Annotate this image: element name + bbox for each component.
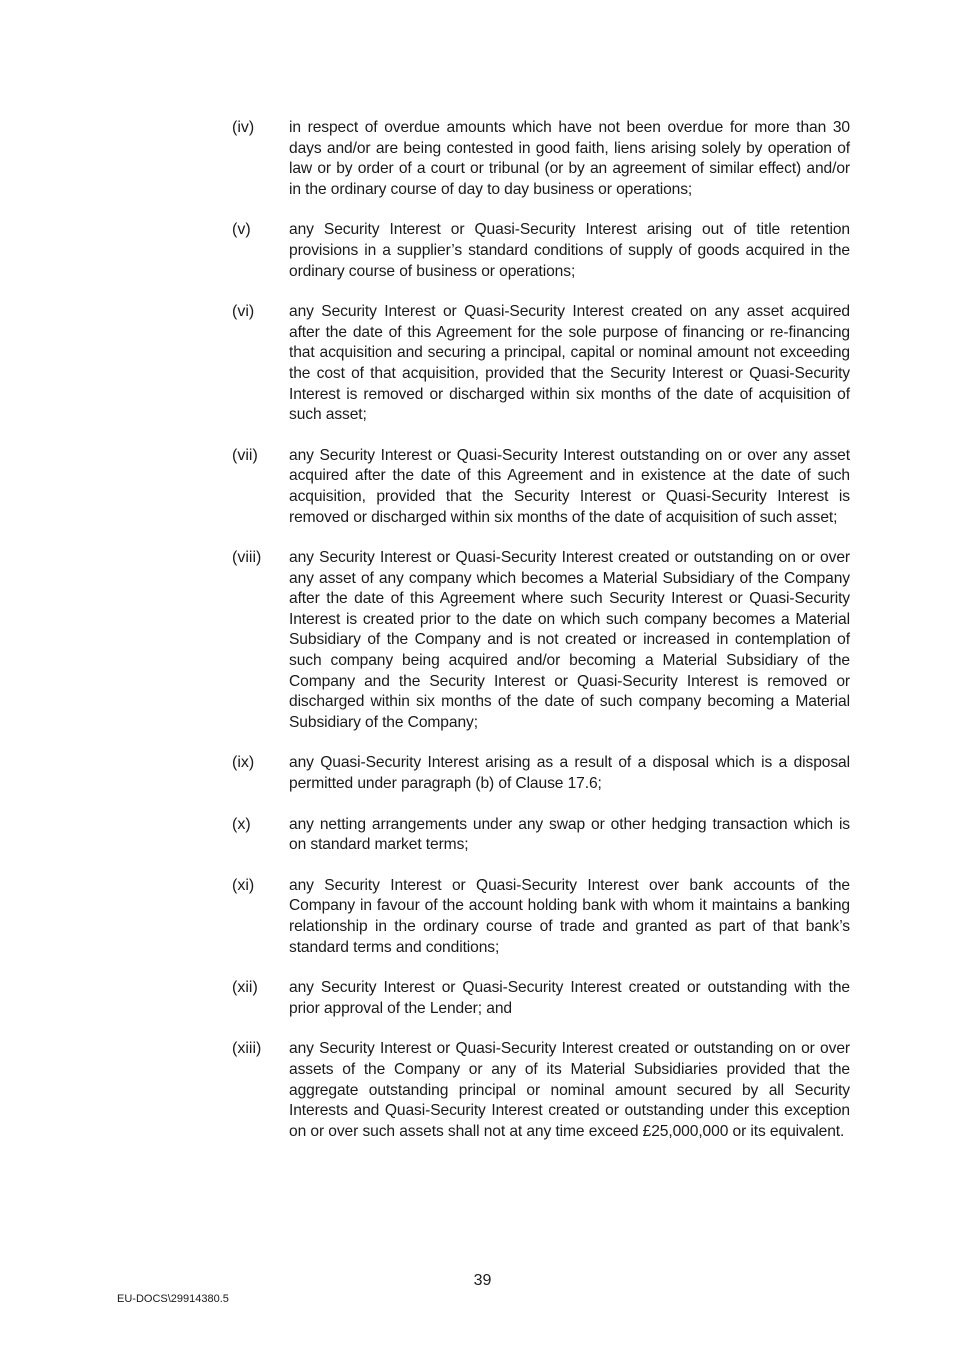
list-item [232, 548, 850, 733]
item-text: any Security Interest or Quasi-Security Interest created or outstanding on or over assets of the Company or any of its Material Subsidiaries provided that the aggregate outstanding principal or nominal amount secured by all Security Interests and Quasi-Security Interest created or outstanding under this exception on or over such assets shall not at any time exceed £25,000,000 or its equivalent. [289, 1040, 850, 1140]
item-number: (viii) [232, 549, 262, 567]
item-number: (vi) [232, 303, 255, 321]
item-number: (ix) [232, 754, 255, 772]
document-reference: EU-DOCS\29914380.5 [117, 1293, 229, 1305]
item-number: (xiii) [232, 1040, 262, 1058]
item-number: (x) [232, 815, 251, 833]
list-item [232, 876, 850, 958]
item-text: any Security Interest or Quasi-Security Interest over bank accounts of the Company in favour of the account holding bank with whom it maintains a banking relationship in the ordinary course of trade and granted as part of that bank’s standard terms and conditions; [289, 876, 850, 956]
list-item [232, 978, 850, 1019]
list-item [232, 118, 850, 200]
item-text: any Security Interest or Quasi-Security Interest created or outstanding with the prior approval of the Lender; and [289, 979, 850, 1017]
item-text: any netting arrangements under any swap or other hedging transaction which is on standard market terms; [289, 815, 850, 854]
item-text: any Security Interest or Quasi-Security Interest created on any asset acquired after the date of this Agreement for the sole purpose of financing or re-financing that acquisition and securing a principal, capital or nominal amount not exceeding the cost of that acquisition, provided that the Security Interest or Quasi-Security Interest is removed or discharged within six months of the date of acquisition of such asset; [289, 303, 850, 424]
clause-list [232, 118, 850, 1162]
item-number: (xii) [232, 979, 258, 997]
item-text: any Security Interest or Quasi-Security Interest created or outstanding on or over any asset of any company which becomes a Material Subsidiary of the Company after the date of this Agreement where such Security Interest or Quasi-Security Interest is created prior to the date on which such company becomes a Material Subsidiary of the Company and is not created or increased in contemplation of such company being acquired and/or becoming a Material Subsidiary of the Company and the Security Interest or Quasi-Security Interest is removed or discharged within six months of the date of such company becoming a Material Subsidiary of the Company; [289, 549, 850, 731]
item-text: in respect of overdue amounts which have not been overdue for more than 30 days and/or are being contested in good faith, liens arising solely by operation of law or by order of a court or tribunal (or by an agreement of similar effect) and/or in the ordinary course of day to day business or operations; [289, 119, 850, 198]
list-item [232, 815, 850, 856]
item-number: (vii) [232, 446, 258, 464]
item-number: (v) [232, 221, 251, 239]
item-number: (iv) [232, 119, 255, 136]
list-item [232, 446, 850, 528]
item-number: (xi) [232, 876, 255, 894]
item-text: any Quasi-Security Interest arising as a result of a disposal which is a disposal permitted under paragraph (b) of Clause 17.6; [289, 754, 850, 793]
list-item [232, 753, 850, 794]
list-item [232, 1039, 850, 1142]
list-item [232, 302, 850, 426]
list-item [232, 220, 850, 282]
item-text: any Security Interest or Quasi-Security Interest outstanding on or over any asset acquired after the date of this Agreement and in existence at the date of such acquisition, provided that the Security Interest or Quasi-Security Interest is removed or discharged within six months of the date of acquisition of such asset; [289, 446, 850, 526]
item-text: any Security Interest or Quasi-Security Interest arising out of title retention provisions in a supplier’s standard conditions of supply of goods acquired in the ordinary course of business or operations; [289, 221, 850, 280]
page-number: 39 [473, 1272, 492, 1289]
